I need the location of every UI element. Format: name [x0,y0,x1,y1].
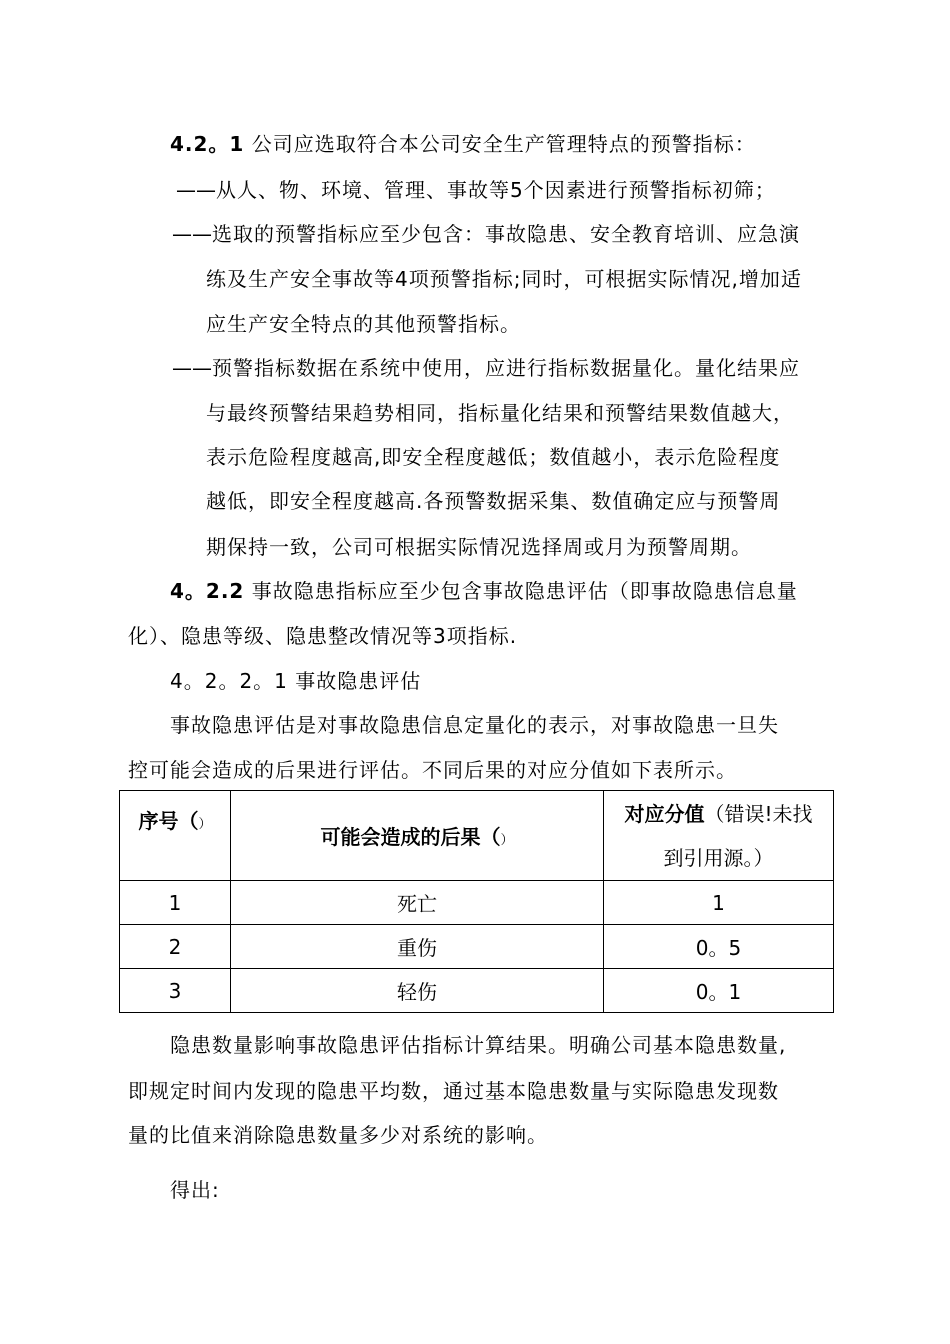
cell-score: 0。5 [604,925,834,969]
bullet-2-line-3: 应生产安全特点的其他预警指标。 [206,312,521,336]
bullet-3-line-2: 与最终预警结果趋势相同，指标量化结果和预警结果数值越大， [206,401,794,425]
header-score-line-1 [604,792,833,836]
quantity-paragraph-line-1: 隐患数量影响事故隐患评估指标计算结果。明确公司基本隐患数量, [170,1033,787,1057]
cell-consequence: 死亡 [231,881,604,925]
cell-serial: 2 [120,925,231,969]
quantity-paragraph-line-3: 量的比值来消除隐患数量多少对系统的影响。 [128,1123,548,1147]
bullet-dash: —— [172,356,212,380]
bullet-2-line-2: 练及生产安全事故等4项预警指标;同时，可根据实际情况,增加适 [206,267,802,291]
table-row [120,969,834,1013]
quantity-paragraph-line-2: 即规定时间内发现的隐患平均数，通过基本隐患数量与实际隐患发现数 [128,1079,779,1103]
bullet-3-line-3: 表示危险程度越高,即安全程度越低；数值越小，表示危险程度 [206,445,781,469]
section-4-2-2-line-2: 化）、隐患等级、隐患整改情况等3项指标. [128,624,518,648]
section-4-2-2 [170,577,798,605]
cell-serial: 1 [120,881,231,925]
section-number: 4.2。1 [170,132,245,156]
evaluation-paragraph-line-2: 控可能会造成的后果进行评估。不同后果的对应分值如下表所示。 [128,758,737,782]
table-row [120,881,834,925]
table-row [120,925,834,969]
consequence-score-table [119,790,834,1013]
cell-serial: 3 [120,969,231,1013]
bullet-dash: —— [172,222,212,246]
cell-score: 1 [604,881,834,925]
header-consequence-tail: ） [500,833,514,848]
header-serial-tail: ） [198,817,212,832]
evaluation-paragraph-line-1: 事故隐患评估是对事故隐患信息定量化的表示，对事故隐患一旦失 [170,713,779,737]
header-serial-label: 序号（ [138,809,199,833]
bullet-3 [172,354,800,382]
header-score-label: 对应分值 [624,801,705,826]
header-score-note: （错误!未找 [704,801,813,826]
cell-consequence: 重伤 [231,925,604,969]
bullet-dash: —— [176,178,216,202]
bullet-text: 从人、物、环境、管理、事故等5个因素进行预警指标初筛； [216,178,776,202]
header-consequence [231,791,604,881]
bullet-text: 选取的预警指标应至少包含：事故隐患、安全教育培训、应急演 [212,222,800,246]
header-score [604,791,834,881]
cell-score: 0。1 [604,969,834,1013]
table-header-row [120,791,834,881]
section-text: 事故隐患指标应至少包含事故隐患评估（即事故隐患信息量 [251,579,798,603]
header-consequence-label: 可能会造成的后果（ [320,825,501,849]
section-number: 4。2.2 [170,579,245,603]
bullet-3-line-4: 越低，即安全程度越高.各预警数据采集、数值确定应与预警周 [206,489,781,513]
bullet-3-line-5: 期保持一致，公司可根据实际情况选择周或月为预警周期。 [206,535,752,559]
header-score-line-2: 到引用源。） [663,845,774,870]
section-4-2-2-1-heading: 4。2。2。1 事故隐患评估 [170,669,422,693]
section-4-2-1-heading [170,130,756,158]
conclusion-label: 得出: [170,1178,220,1202]
bullet-text: 预警指标数据在系统中使用，应进行指标数据量化。量化结果应 [212,356,800,380]
bullet-1 [176,176,776,204]
bullet-2 [172,220,800,248]
header-serial [120,791,231,881]
cell-consequence: 轻伤 [231,969,604,1013]
section-text: 公司应选取符合本公司安全生产管理特点的预警指标： [251,132,756,156]
